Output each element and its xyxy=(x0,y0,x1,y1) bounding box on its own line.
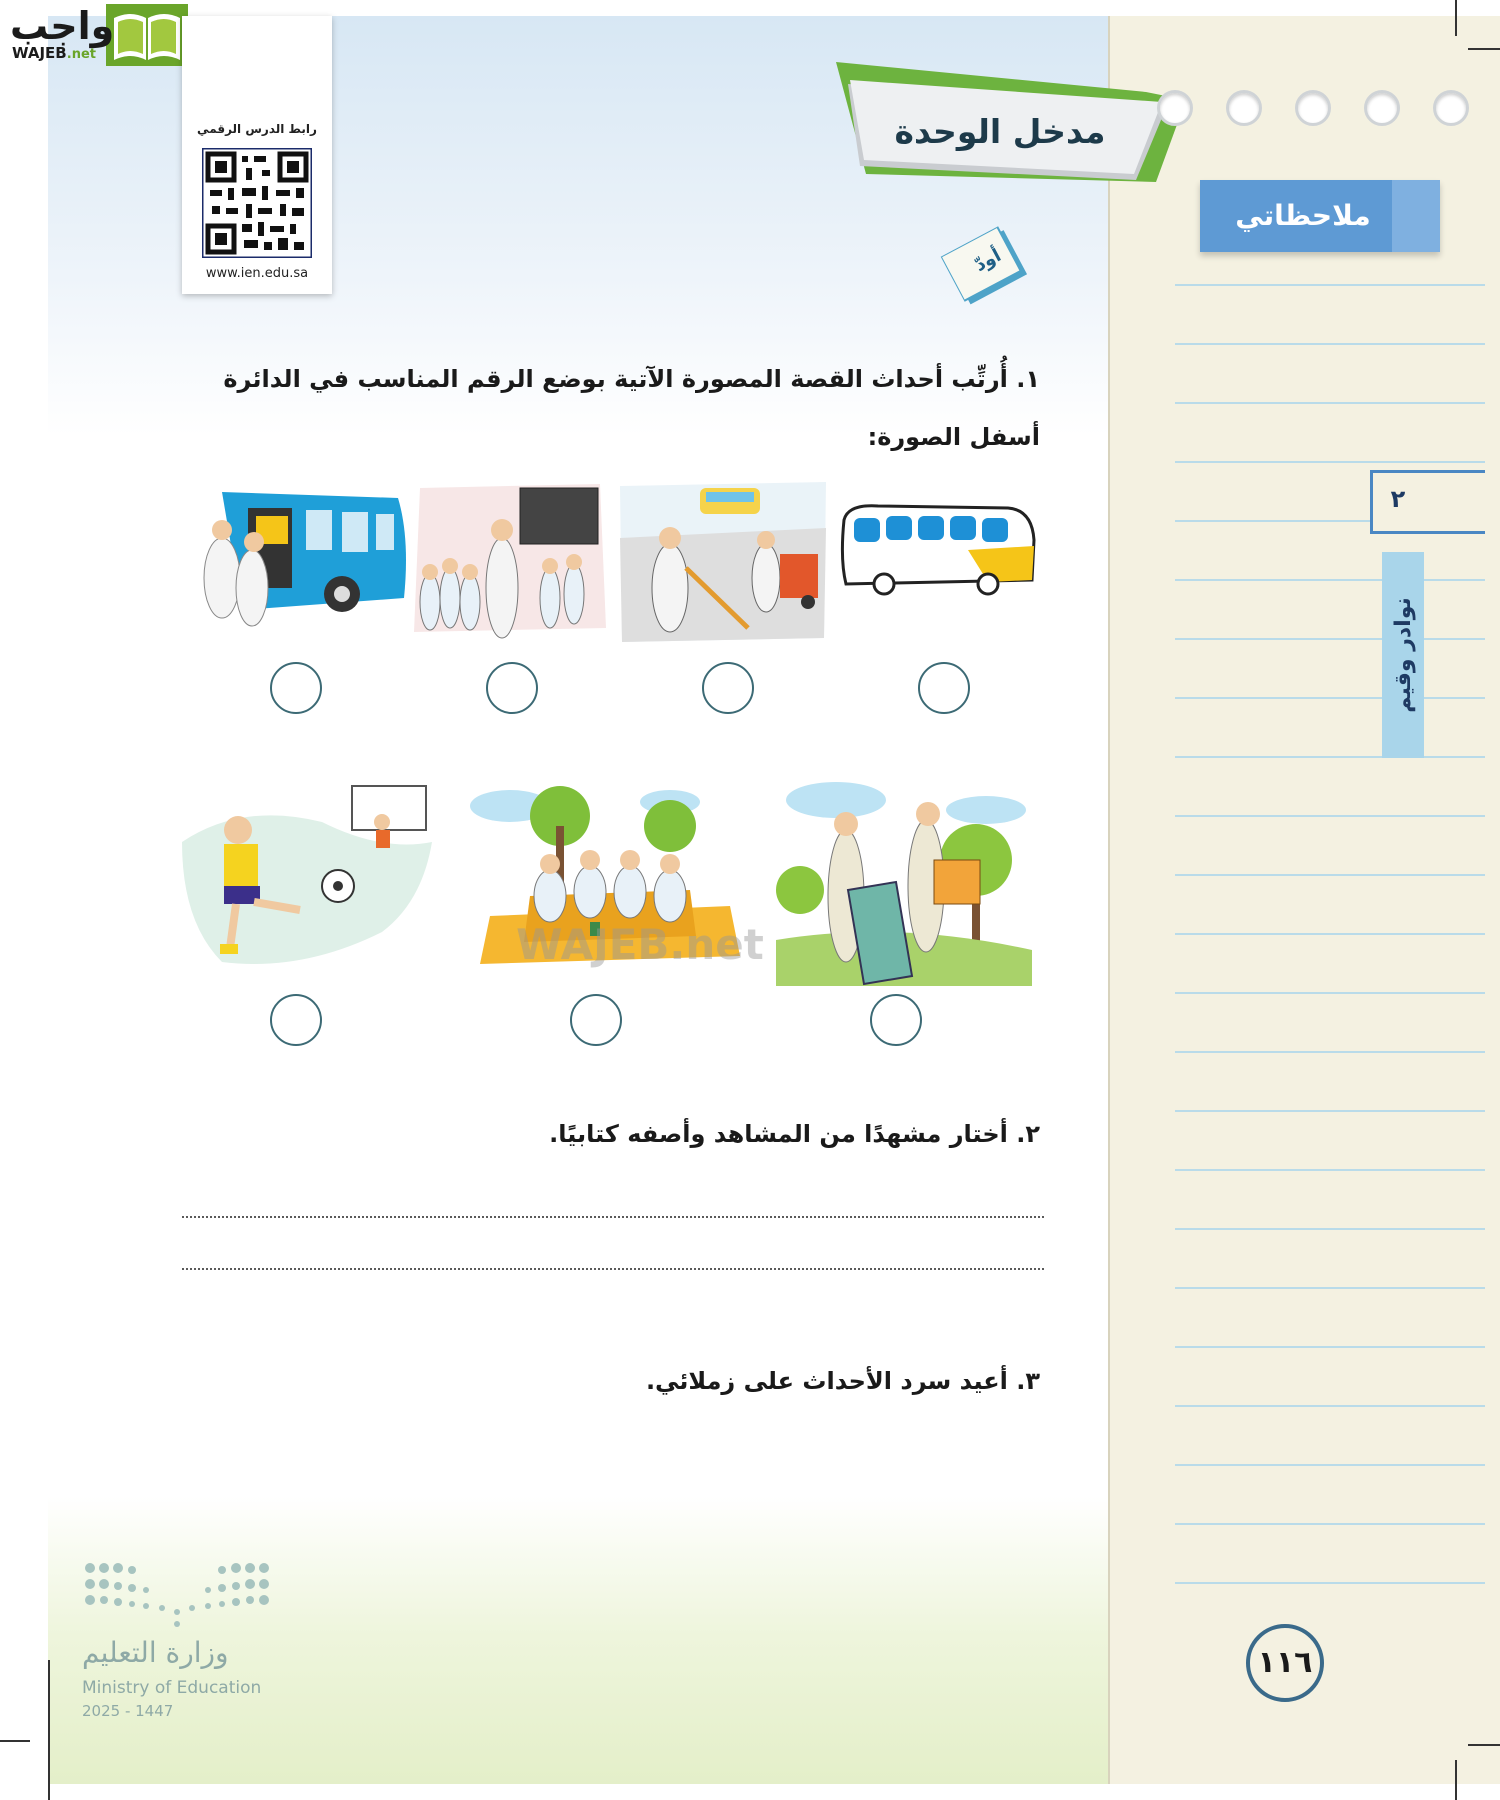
question-3: ٣. أعيد سرد الأحداث على زملائي. xyxy=(645,1367,1040,1395)
notes-title: ملاحظاتي xyxy=(1235,199,1371,232)
ministry-name-english: Ministry of Education xyxy=(82,1678,262,1698)
note-line xyxy=(1175,1110,1485,1112)
note-line xyxy=(1175,461,1485,463)
scene-boy-playing-football xyxy=(182,782,442,986)
ministry-name-arabic: وزارة التعليم xyxy=(82,1636,229,1669)
note-line xyxy=(1175,1464,1485,1466)
note-line xyxy=(1175,579,1485,581)
note-line xyxy=(1175,343,1485,345)
logo-arabic: واجب xyxy=(10,4,115,48)
crop-mark xyxy=(1455,1760,1457,1800)
unit-title: مدخل الوحدة xyxy=(894,112,1106,151)
question-2: ٢. أختار مشهدًا من المشاهد وأصفه كتابيًا. xyxy=(549,1120,1040,1148)
note-line xyxy=(1175,697,1485,699)
watermark: WAJEB.net xyxy=(516,920,764,969)
note-line xyxy=(1175,284,1485,286)
answer-line[interactable] xyxy=(182,1216,1044,1218)
qr-label: رابط الدرس الرقمي xyxy=(197,122,317,136)
binder-hole xyxy=(1433,90,1469,126)
crop-mark xyxy=(0,1740,30,1742)
unit-number: ٢ xyxy=(1390,485,1406,513)
logo-latin: WAJEB.net xyxy=(12,44,96,62)
crop-mark xyxy=(1468,48,1500,50)
binder-hole xyxy=(1157,90,1193,126)
qr-code-icon[interactable] xyxy=(202,148,312,262)
answer-line[interactable] xyxy=(182,1268,1044,1270)
answer-circle[interactable] xyxy=(486,662,538,714)
tag-badge-label: أودّ xyxy=(971,244,1005,277)
answer-circle[interactable] xyxy=(570,994,622,1046)
scene-students-cleaning xyxy=(620,478,830,652)
crop-mark xyxy=(1468,1744,1500,1746)
scene-school-bus xyxy=(838,500,1038,604)
ministry-logo-icon xyxy=(82,1560,272,1634)
crop-mark xyxy=(1455,0,1457,36)
note-line xyxy=(1175,933,1485,935)
answer-circle[interactable] xyxy=(870,994,922,1046)
qr-url[interactable]: www.ien.edu.sa xyxy=(205,266,309,281)
note-line xyxy=(1175,756,1485,758)
note-line xyxy=(1175,874,1485,876)
note-line xyxy=(1175,1582,1485,1584)
answer-circle[interactable] xyxy=(270,994,322,1046)
notes-panel xyxy=(1108,16,1500,1784)
binder-hole xyxy=(1295,90,1331,126)
note-line xyxy=(1175,638,1485,640)
note-line xyxy=(1175,1523,1485,1525)
note-line xyxy=(1175,1405,1485,1407)
answer-circle[interactable] xyxy=(702,662,754,714)
note-line xyxy=(1175,1287,1485,1289)
note-line xyxy=(1175,402,1485,404)
unit-name: نوادر وقيم xyxy=(1391,597,1416,713)
answer-circle[interactable] xyxy=(918,662,970,714)
note-line xyxy=(1175,815,1485,817)
binder-hole xyxy=(1226,90,1262,126)
crop-mark xyxy=(48,1660,50,1800)
page-number: ١١٦ xyxy=(1246,1624,1324,1702)
qr-card[interactable] xyxy=(182,16,332,294)
note-line xyxy=(1175,1051,1485,1053)
book-logo-icon xyxy=(106,4,188,70)
binder-hole xyxy=(1364,90,1400,126)
question-1: ١. أُرتِّب أحداث القصة المصورة الآتية بوضع الرقم المناسب في الدائرة أسفل الصورة: xyxy=(223,365,1040,451)
answer-circle[interactable] xyxy=(270,662,322,714)
note-line xyxy=(1175,1346,1485,1348)
note-line xyxy=(1175,992,1485,994)
scene-teacher-with-students xyxy=(410,478,610,652)
ministry-year: 2025 - 1447 xyxy=(82,1702,174,1720)
scene-rolling-rug xyxy=(776,780,1036,990)
note-line xyxy=(1175,1169,1485,1171)
scene-loading-bus xyxy=(182,478,412,652)
note-line xyxy=(1175,1228,1485,1230)
